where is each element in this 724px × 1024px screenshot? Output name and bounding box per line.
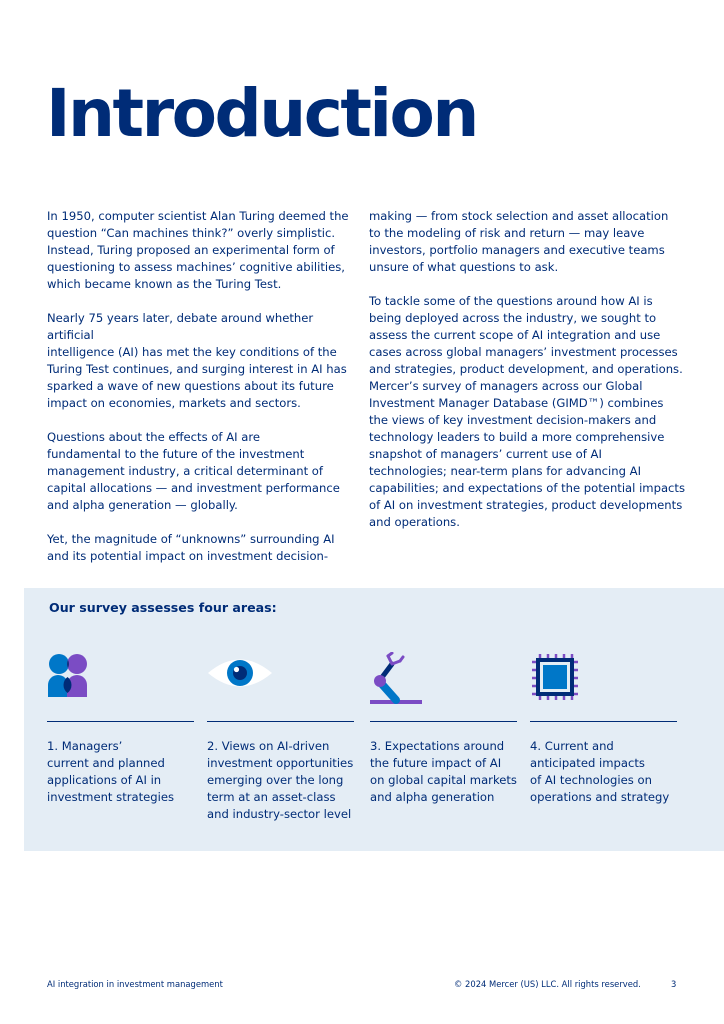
body-column-left (47, 208, 363, 582)
divider (207, 721, 354, 722)
survey-area-3 (370, 652, 517, 804)
survey-areas-panel (24, 588, 724, 851)
eye-icon (207, 652, 354, 704)
paragraph: To tackle some of the questions around how AI is being deployed across the industry, we sought to assess the current scope of AI integration and use cases across global managers’ investment processes and strategies, product development, and operations. Mercer’s survey of managers across our Global Investment Manager Database (GIMD™) combines the views of key investment decision-makers and technology leaders to build a more comprehensive snapshot of managers’ current use of AI technologies; near-term plans for advancing AI capabilities; and expectations of the potential impacts of AI on investment strategies, product developments and operations. (369, 294, 686, 529)
divider (530, 721, 677, 722)
paragraph: making — from stock selection and asset allocation to the modeling of risk and return — may leave investors, portfolio managers and executive teams unsure of what questions to ask. (369, 209, 669, 274)
page-title: Introduction (46, 75, 477, 152)
divider (47, 721, 194, 722)
survey-area-1 (47, 652, 194, 804)
survey-area-label: 3. Expectations around the future impact of AI on global capital markets and alpha generation (370, 739, 517, 804)
chip-icon (530, 652, 677, 704)
body-column-right (369, 208, 685, 548)
paragraph: Questions about the effects of AI are fundamental to the future of the investment management industry, a critical determinant of capital allocations — and investment performance and alpha generation — globally. (47, 430, 340, 512)
page-number: 3 (671, 979, 677, 989)
paragraph: Yet, the magnitude of “unknowns” surrounding AI and its potential impact on investment decision- (47, 532, 335, 563)
robot-arm-icon (370, 652, 517, 704)
footer-doc-title: AI integration in investment management (47, 979, 223, 989)
paragraph: In 1950, computer scientist Alan Turing deemed the question “Can machines think?” overly simplistic. Instead, Turing proposed an experimental form of questioning to assess machines’ cognitive abilities, which became known as the Turing Test. (47, 209, 349, 291)
survey-area-2 (207, 652, 354, 821)
footer-copyright: © 2024 Mercer (US) LLC. All rights reserved. (454, 979, 641, 989)
survey-heading: Our survey assesses four areas: (49, 600, 277, 615)
survey-area-4 (530, 652, 677, 804)
paragraph: Nearly 75 years later, debate around whether artificial intelligence (AI) has met the key conditions of the Turing Test continues, and surging interest in AI has sparked a wave of new questions about its future impact on economies, markets and sectors. (47, 311, 347, 410)
divider (370, 721, 517, 722)
survey-area-label: 1. Managers’ current and planned applications of AI in investment strategies (47, 739, 175, 804)
survey-area-label: 2. Views on AI-driven investment opportunities emerging over the long term at an asset-class and industry-sector level (207, 739, 354, 821)
people-icon (47, 652, 194, 704)
survey-area-label: 4. Current and anticipated impacts of AI technologies on operations and strategy (530, 739, 670, 804)
